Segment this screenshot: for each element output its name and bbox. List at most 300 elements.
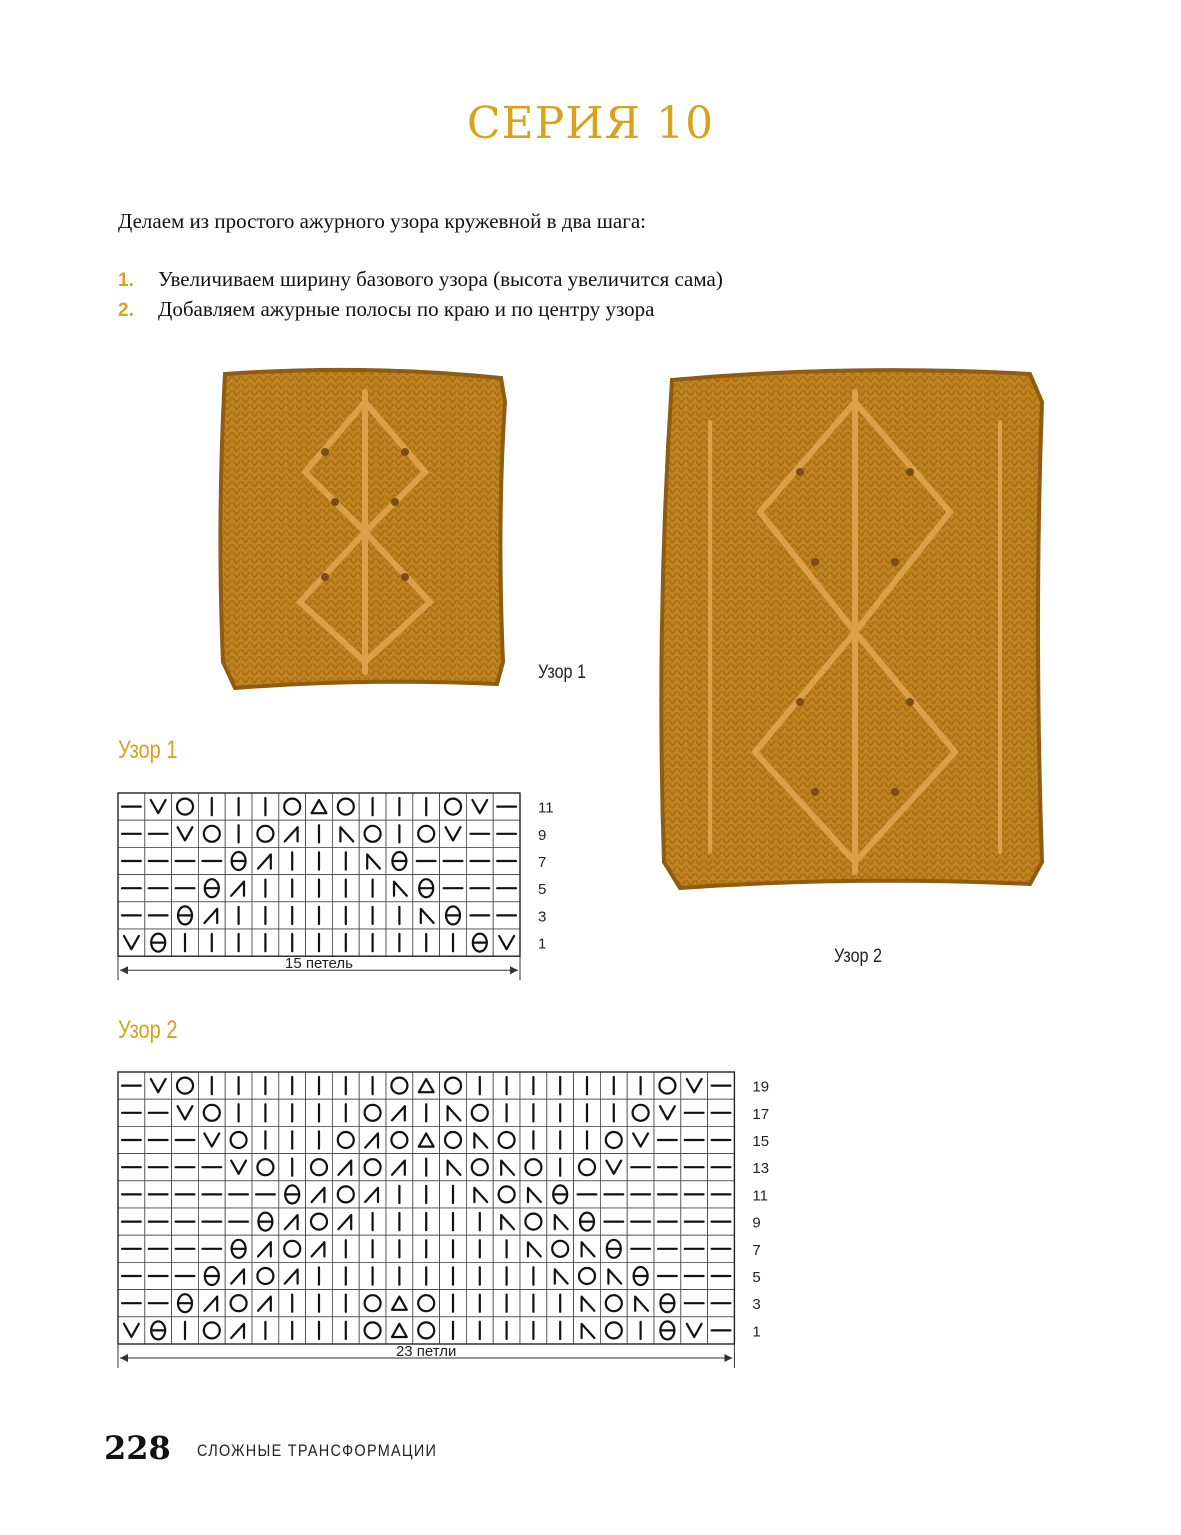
chart-cell-k2tog (306, 1235, 333, 1262)
chart-cell-purl (145, 1181, 172, 1208)
chart-cell-yarn-over (413, 1317, 440, 1344)
chart-cell-slip (198, 1126, 225, 1153)
chart-cell-purl (708, 1262, 735, 1289)
chart-cell-purl (118, 902, 145, 929)
chart-cell-knit (413, 793, 440, 820)
chart-cell-knit (413, 929, 440, 956)
chart-cell-knit (252, 875, 279, 902)
step-item (118, 264, 723, 294)
chart-cell-purl (654, 1181, 681, 1208)
chart-cell-ssk (574, 1317, 601, 1344)
chart-cell-purl (118, 1154, 145, 1181)
chart-title: Узор 2 (118, 1016, 178, 1044)
chart-cell-twisted (654, 1317, 681, 1344)
chart-cell-purl (172, 1154, 199, 1181)
chart-cell-purl (627, 1208, 654, 1235)
chart-cell-purl (118, 793, 145, 820)
chart-cell-purl (681, 1154, 708, 1181)
chart-cell-purl (118, 1072, 145, 1099)
chart-cell-yarn-over (574, 1262, 601, 1289)
chart-cell-twisted (252, 1208, 279, 1235)
chart-row-number: 13 (752, 1160, 770, 1178)
chart-cell-knit (386, 902, 413, 929)
chart-cell-knit (306, 1290, 333, 1317)
chart-cell-knit (440, 1208, 467, 1235)
chart-cell-purl (145, 1235, 172, 1262)
chart-cell-knit (172, 1317, 199, 1344)
chart-row-number: 19 (752, 1078, 770, 1096)
chart-cell-knit (279, 1099, 306, 1126)
chart-cell-ssk (574, 1235, 601, 1262)
chart-cell-yarn-over (198, 820, 225, 847)
chart-cell-knit (252, 929, 279, 956)
chart-cell-knit (332, 902, 359, 929)
chart-cell-yarn-over (359, 1099, 386, 1126)
chart-cell-purl (145, 1290, 172, 1317)
chart-cell-purl (118, 1290, 145, 1317)
chart-cell-knit (574, 1099, 601, 1126)
chart-cell-knit (332, 1290, 359, 1317)
chart-cell-knit (600, 1072, 627, 1099)
chart-cell-yarn-over (306, 1208, 333, 1235)
chart-cell-knit (306, 929, 333, 956)
chart-cell-purl (493, 793, 520, 820)
chart-grid-svg (118, 793, 580, 996)
chart-cell-k2tog (279, 1262, 306, 1289)
chart-cell-knit (466, 1208, 493, 1235)
chart-cell-purl (708, 1290, 735, 1317)
chart-cell-double-decrease (306, 793, 333, 820)
chart-cell-yarn-over (413, 820, 440, 847)
chart-cell-knit (279, 1072, 306, 1099)
chart-cell-knit (359, 1072, 386, 1099)
chart-cell-purl (172, 1208, 199, 1235)
chart-cell-purl (493, 820, 520, 847)
chart-cell-twisted (413, 875, 440, 902)
chart-cell-purl (198, 1154, 225, 1181)
chart-cell-knit (279, 1290, 306, 1317)
swatch-photo-1 (205, 362, 530, 702)
chart-cell-knit (493, 1235, 520, 1262)
chart-cell-knit (386, 1235, 413, 1262)
chart-cell-yarn-over (359, 820, 386, 847)
chart-cell-yarn-over (252, 1154, 279, 1181)
chart-cell-knit (225, 820, 252, 847)
chart-cell-purl (145, 1126, 172, 1153)
chart-cell-yarn-over (547, 1235, 574, 1262)
chart-cell-knit (252, 1317, 279, 1344)
chart-cell-purl (708, 1235, 735, 1262)
chart-cell-knit (466, 1072, 493, 1099)
chart-cell-knit (520, 1099, 547, 1126)
chart-cell-purl (413, 847, 440, 874)
chart-cell-k2tog (332, 1208, 359, 1235)
knitting-chart-1 (118, 793, 580, 996)
chart-cell-knit (332, 847, 359, 874)
chart-cell-slip (654, 1099, 681, 1126)
chart-cell-twisted (225, 847, 252, 874)
chart-cell-purl (708, 1154, 735, 1181)
chart-cell-yarn-over (225, 1290, 252, 1317)
chart-row-number: 1 (538, 935, 547, 953)
chart-cell-purl (466, 820, 493, 847)
chart-cell-purl (198, 1208, 225, 1235)
chart-cell-purl (225, 1181, 252, 1208)
chart-cell-purl (118, 875, 145, 902)
chart-cell-knit (547, 1099, 574, 1126)
chart-cell-double-decrease (413, 1072, 440, 1099)
chart-cell-slip (172, 820, 199, 847)
chart-cell-yarn-over (654, 1072, 681, 1099)
chart-cell-knit (306, 1317, 333, 1344)
chart-width-label: 15 петель (285, 955, 353, 973)
chart-cell-purl (627, 1181, 654, 1208)
chart-cell-knit (306, 820, 333, 847)
chart-cell-knit (466, 1235, 493, 1262)
photo-caption: Узор 2 (834, 946, 883, 967)
chart-cell-slip (118, 929, 145, 956)
chart-cell-purl (252, 1181, 279, 1208)
chart-cell-slip (440, 820, 467, 847)
chart-cell-yarn-over (198, 1099, 225, 1126)
chart-cell-ssk (359, 847, 386, 874)
chart-cell-yarn-over (332, 1181, 359, 1208)
chart-cell-knit (306, 1072, 333, 1099)
chart-cell-purl (681, 1208, 708, 1235)
chart-cell-twisted (172, 902, 199, 929)
chart-cell-ssk (493, 1154, 520, 1181)
chart-cell-knit (413, 1208, 440, 1235)
chart-cell-ssk (332, 820, 359, 847)
chart-cell-yarn-over (520, 1154, 547, 1181)
chart-cell-purl (118, 1126, 145, 1153)
chart-cell-purl (118, 1262, 145, 1289)
chart-row-number: 15 (752, 1133, 770, 1150)
chart-cell-ssk (520, 1181, 547, 1208)
chart-cell-purl (654, 1126, 681, 1153)
steps-list (118, 264, 723, 324)
chart-cell-purl (681, 1181, 708, 1208)
chart-cell-purl (172, 1181, 199, 1208)
intro-text: Делаем из простого ажурного узора кружевной в два шага: (118, 209, 646, 233)
chart-cell-purl (145, 847, 172, 874)
chart-cell-k2tog (198, 902, 225, 929)
chart-cell-knit (386, 1262, 413, 1289)
chart-cell-k2tog (252, 847, 279, 874)
swatch-photo-2 (650, 362, 1065, 897)
chart-cell-purl (654, 1154, 681, 1181)
chart-row-number: 5 (538, 881, 547, 899)
chart-cell-knit (252, 1099, 279, 1126)
chart-cell-ssk (627, 1290, 654, 1317)
chart-cell-purl (118, 1099, 145, 1126)
chart-cell-slip (681, 1317, 708, 1344)
chart-cell-knit (627, 1072, 654, 1099)
chart-cell-yarn-over (172, 1072, 199, 1099)
chart-cell-twisted (198, 875, 225, 902)
chart-cell-k2tog (252, 1290, 279, 1317)
chart-row-number: 3 (752, 1296, 761, 1314)
chart-cell-twisted (574, 1208, 601, 1235)
chart-row-number: 1 (752, 1323, 761, 1341)
chart-cell-yarn-over (440, 1072, 467, 1099)
chart-cell-twisted (198, 1262, 225, 1289)
chart-cell-purl (708, 1317, 735, 1344)
chart-cell-knit (306, 902, 333, 929)
chart-cell-knit (520, 1072, 547, 1099)
chart-cell-purl (708, 1072, 735, 1099)
chart-cell-knit (493, 1317, 520, 1344)
chart-cell-knit (386, 820, 413, 847)
chart-cell-purl (172, 875, 199, 902)
chart-cell-yarn-over (466, 1099, 493, 1126)
step-text: Увеличиваем ширину базового узора (высота увеличится сама) (158, 267, 723, 291)
chart-cell-purl (440, 875, 467, 902)
chart-cell-purl (440, 847, 467, 874)
chart-cell-purl (600, 1208, 627, 1235)
chart-cell-knit (172, 929, 199, 956)
chart-cell-yarn-over (627, 1099, 654, 1126)
chart-cell-slip (681, 1072, 708, 1099)
knitting-chart-2 (118, 1072, 794, 1384)
chart-cell-slip (145, 1072, 172, 1099)
chart-cell-knit (520, 1290, 547, 1317)
chart-cell-purl (654, 1208, 681, 1235)
chart-cell-knit (279, 1317, 306, 1344)
chart-cell-knit (198, 1072, 225, 1099)
chart-cell-purl (172, 847, 199, 874)
chart-cell-knit (547, 1290, 574, 1317)
chart-cell-knit (413, 1099, 440, 1126)
chart-width-label: 23 петли (395, 1343, 457, 1360)
chart-row-number: 3 (538, 908, 547, 926)
chart-cell-knit (520, 1126, 547, 1153)
chart-cell-knit (413, 1154, 440, 1181)
chart-cell-knit (252, 902, 279, 929)
page-title: СЕРИЯ 10 (466, 98, 715, 149)
chart-cell-purl (118, 820, 145, 847)
chart-cell-k2tog (306, 1181, 333, 1208)
chart-cell-yarn-over (252, 820, 279, 847)
chart-cell-purl (145, 902, 172, 929)
chart-cell-knit (574, 1072, 601, 1099)
chart-cell-knit (520, 1317, 547, 1344)
chart-cell-ssk (547, 1262, 574, 1289)
chart-cell-knit (359, 875, 386, 902)
chart-row-number: 7 (538, 854, 547, 871)
chart-cell-twisted (627, 1262, 654, 1289)
chart-cell-knit (279, 847, 306, 874)
chart-cell-knit (332, 1317, 359, 1344)
chart-cell-yarn-over (279, 793, 306, 820)
chart-cell-knit (359, 929, 386, 956)
chart-cell-purl (118, 1181, 145, 1208)
chart-row-number: 9 (752, 1214, 761, 1232)
chart-cell-purl (466, 875, 493, 902)
chart-cell-purl (172, 1235, 199, 1262)
chart-cell-twisted (600, 1235, 627, 1262)
chart-cell-knit (225, 902, 252, 929)
chart-cell-knit (547, 1154, 574, 1181)
chart-cell-knit (225, 793, 252, 820)
chart-cell-yarn-over (172, 793, 199, 820)
chart-cell-purl (118, 847, 145, 874)
chart-cell-ssk (440, 1154, 467, 1181)
chart-cell-k2tog (225, 875, 252, 902)
chart-cell-purl (681, 1126, 708, 1153)
chart-cell-purl (493, 847, 520, 874)
chart-cell-knit (440, 1262, 467, 1289)
chart-cell-twisted (279, 1181, 306, 1208)
chart-cell-twisted (172, 1290, 199, 1317)
chart-row-number: 7 (752, 1241, 761, 1259)
chart-cell-purl (627, 1235, 654, 1262)
chart-cell-purl (225, 1208, 252, 1235)
chart-cell-twisted (547, 1181, 574, 1208)
chart-cell-knit (279, 902, 306, 929)
chart-grid-svg (118, 1072, 794, 1384)
page-number: 228 (104, 1429, 171, 1467)
chart-cell-purl (627, 1154, 654, 1181)
chart-cell-ssk (466, 1181, 493, 1208)
chart-cell-knit (600, 1099, 627, 1126)
chart-cell-purl (145, 1208, 172, 1235)
chart-cell-knit (332, 1099, 359, 1126)
chart-cell-k2tog (225, 1317, 252, 1344)
chart-cell-yarn-over (359, 1290, 386, 1317)
chart-cell-ssk (413, 902, 440, 929)
chart-cell-k2tog (279, 1208, 306, 1235)
chart-cell-slip (145, 793, 172, 820)
chart-cell-knit (332, 929, 359, 956)
chart-cell-ssk (520, 1235, 547, 1262)
step-number: 2. (118, 300, 134, 321)
chart-row-number: 11 (538, 799, 554, 817)
chart-cell-knit (440, 1290, 467, 1317)
chart-cell-knit (547, 1126, 574, 1153)
chart-cell-twisted (466, 929, 493, 956)
chart-cell-purl (466, 902, 493, 929)
chart-cell-purl (681, 1099, 708, 1126)
chart-cell-knit (493, 1290, 520, 1317)
chart-cell-twisted (225, 1235, 252, 1262)
chart-cell-yarn-over (440, 1126, 467, 1153)
chart-cell-knit (359, 1208, 386, 1235)
chart-cell-ssk (547, 1208, 574, 1235)
chart-cell-k2tog (252, 1235, 279, 1262)
chart-row-number: 11 (752, 1187, 768, 1205)
chart-cell-yarn-over (386, 1126, 413, 1153)
chart-row-number: 17 (752, 1105, 770, 1123)
chart-cell-yarn-over (332, 793, 359, 820)
chart-cell-twisted (386, 847, 413, 874)
chart-cell-knit (466, 1262, 493, 1289)
chart-cell-knit (386, 1208, 413, 1235)
chart-row-number: 9 (538, 826, 547, 844)
chart-cell-purl (145, 1154, 172, 1181)
chart-cell-yarn-over (386, 1072, 413, 1099)
chart-cell-knit (252, 1072, 279, 1099)
chart-cell-twisted (440, 902, 467, 929)
chart-cell-yarn-over (413, 1290, 440, 1317)
chart-cell-purl (466, 847, 493, 874)
chart-cell-twisted (145, 1317, 172, 1344)
chart-cell-knit (279, 1126, 306, 1153)
chart-cell-purl (118, 1208, 145, 1235)
chart-cell-k2tog (279, 820, 306, 847)
chart-cell-yarn-over (306, 1154, 333, 1181)
chart-cell-knit (252, 793, 279, 820)
chart-cell-knit (547, 1072, 574, 1099)
section-title: СЛОЖНЫЕ ТРАНСФОРМАЦИИ (197, 1441, 438, 1460)
chart-row-number: 5 (752, 1269, 761, 1286)
chart-cell-slip (600, 1154, 627, 1181)
chart-cell-knit (413, 1181, 440, 1208)
chart-cell-slip (466, 793, 493, 820)
chart-cell-yarn-over (198, 1317, 225, 1344)
chart-cell-purl (198, 847, 225, 874)
chart-cell-yarn-over (600, 1126, 627, 1153)
chart-cell-purl (493, 875, 520, 902)
chart-cell-knit (440, 1235, 467, 1262)
photo-caption: Узор 1 (538, 662, 587, 683)
chart-cell-ssk (574, 1290, 601, 1317)
chart-cell-knit (306, 875, 333, 902)
step-item (118, 294, 723, 324)
chart-cell-yarn-over (252, 1262, 279, 1289)
chart-cell-knit (198, 929, 225, 956)
chart-cell-slip (225, 1154, 252, 1181)
chart-cell-knit (440, 1317, 467, 1344)
chart-cell-k2tog (359, 1126, 386, 1153)
chart-title: Узор 1 (118, 736, 178, 764)
chart-cell-knit (225, 1099, 252, 1126)
chart-cell-knit (386, 793, 413, 820)
chart-cell-knit (332, 1262, 359, 1289)
chart-cell-knit (252, 1126, 279, 1153)
chart-cell-purl (681, 1290, 708, 1317)
chart-cell-knit (279, 929, 306, 956)
chart-cell-knit (386, 929, 413, 956)
chart-cell-yarn-over (493, 1126, 520, 1153)
chart-cell-k2tog (386, 1154, 413, 1181)
chart-cell-knit (493, 1262, 520, 1289)
chart-cell-knit (413, 1262, 440, 1289)
chart-cell-yarn-over (225, 1126, 252, 1153)
chart-cell-knit (359, 793, 386, 820)
chart-cell-knit (413, 1235, 440, 1262)
chart-cell-purl (708, 1181, 735, 1208)
chart-cell-purl (708, 1099, 735, 1126)
chart-cell-ssk (386, 875, 413, 902)
chart-cell-purl (172, 1262, 199, 1289)
chart-cell-purl (654, 1235, 681, 1262)
chart-cell-slip (493, 929, 520, 956)
chart-cell-slip (172, 1099, 199, 1126)
step-number: 1. (118, 270, 134, 291)
chart-cell-knit (198, 793, 225, 820)
chart-cell-knit (493, 1099, 520, 1126)
chart-cell-ssk (493, 1208, 520, 1235)
chart-cell-knit (306, 1099, 333, 1126)
chart-cell-purl (654, 1262, 681, 1289)
chart-cell-purl (172, 1126, 199, 1153)
chart-cell-knit (440, 929, 467, 956)
chart-cell-knit (279, 875, 306, 902)
chart-cell-purl (145, 1099, 172, 1126)
chart-cell-knit (627, 1317, 654, 1344)
chart-cell-purl (198, 1181, 225, 1208)
